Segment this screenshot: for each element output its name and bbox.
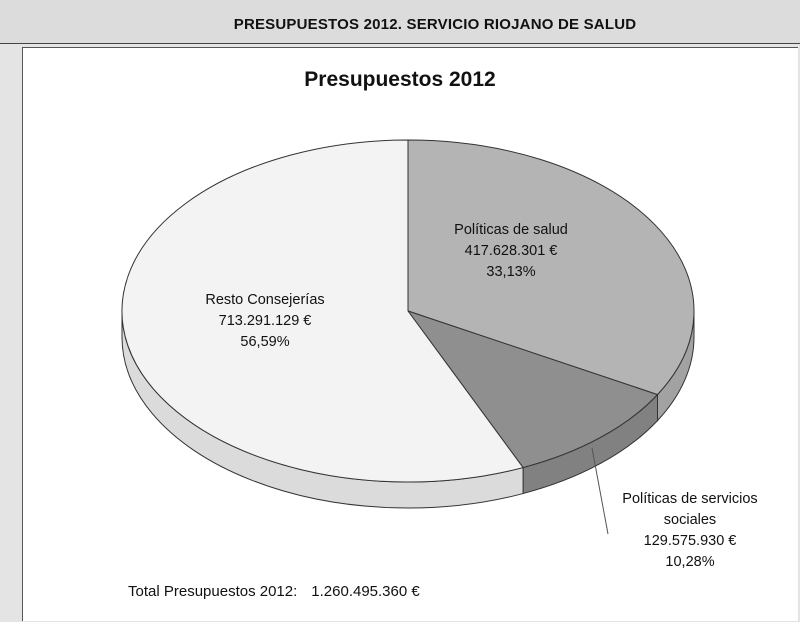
total-budget	[128, 583, 420, 600]
slice-name-salud: Políticas de salud	[454, 222, 568, 238]
slice-label-salud	[416, 220, 606, 283]
slice-label-resto	[170, 290, 360, 353]
slice-value-servicios-sociales: 129.575.930 €	[643, 533, 737, 549]
slice-name-servicios-sociales-line2: sociales	[663, 512, 717, 528]
slice-name-servicios-sociales-line1: Políticas de servicios	[622, 491, 758, 507]
slice-name-resto: Resto Consejerías	[205, 292, 325, 308]
slice-value-resto: 713.291.129 €	[218, 313, 312, 329]
total-value: 1.260.495.360 €	[311, 583, 420, 600]
chart-title: Presupuestos 2012	[304, 68, 496, 91]
slice-value-salud: 417.628.301 €	[464, 243, 558, 259]
slice-label-servicios-sociales	[600, 489, 780, 573]
slice-percent-servicios-sociales: 10,28%	[665, 554, 715, 570]
slice-percent-salud: 33,13%	[486, 264, 536, 280]
total-label: Total Presupuestos 2012:	[128, 583, 298, 600]
page-title: PRESUPUESTOS 2012. SERVICIO RIOJANO DE SALUD	[233, 16, 637, 33]
slice-percent-resto: 56,59%	[240, 334, 290, 350]
